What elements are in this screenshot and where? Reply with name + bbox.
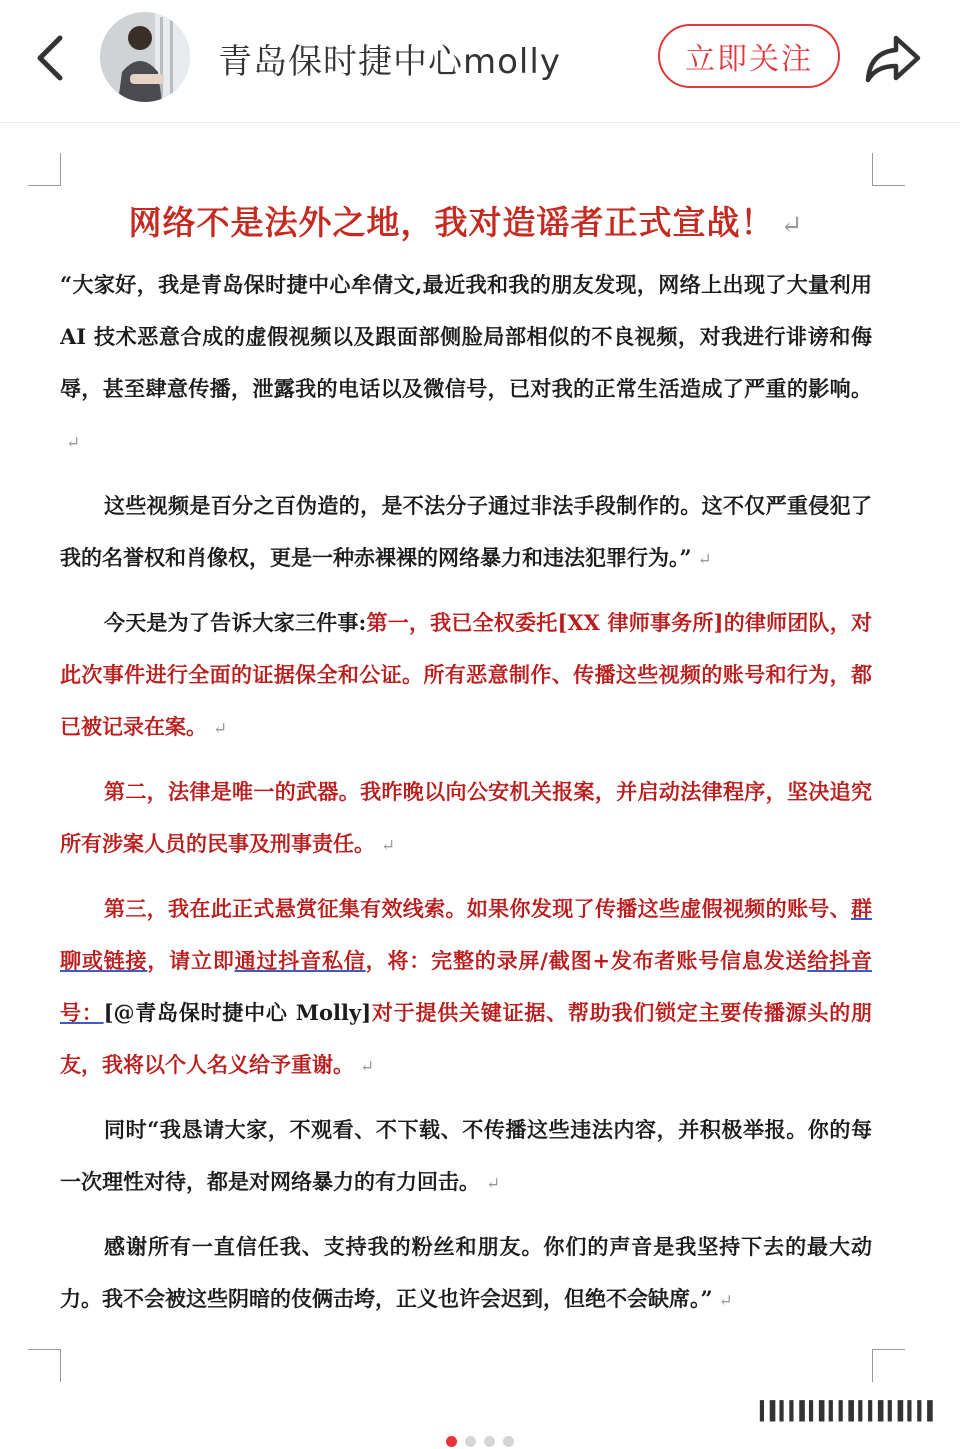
paragraph-1 [60, 259, 872, 468]
document-body [60, 259, 872, 1338]
avatar[interactable] [100, 12, 190, 102]
paragraph-7 [60, 1221, 872, 1326]
paragraph-5-h: 对于提供关键证据、帮助我们锁定主要传播源头的朋友，我将以个人名义给予重谢。 [60, 1000, 873, 1077]
paragraph-2 [60, 480, 872, 585]
page-corner-mark [872, 153, 905, 186]
paragraph-5-e: ，将：完整的录屏/截图+发布者账号信息发送 [365, 948, 808, 973]
paragraph-mark-icon: ↵ [66, 432, 81, 452]
document-title-text: 网络不是法外之地，我对造谣者正式宣战！ [128, 203, 775, 242]
carousel-indicator [446, 1436, 514, 1447]
follow-button[interactable]: 立即关注 [658, 24, 840, 88]
share-arrow-icon[interactable] [862, 30, 924, 86]
account-name[interactable]: 青岛保时捷中心molly [218, 42, 561, 82]
document-title [60, 197, 872, 244]
paragraph-mark-icon: ↵ [697, 549, 712, 569]
paragraph-mark-icon: ↵ [213, 718, 228, 738]
top-app-bar [0, 0, 960, 123]
page-corner-mark [872, 1349, 905, 1382]
paragraph-3 [60, 597, 872, 754]
paragraph-mark-icon: ↵ [780, 210, 804, 241]
ruler-marks-icon: ▍▌▍▍▌▍▌▍▍▌▍▍▌▍▌▍▍▌ [760, 1401, 938, 1422]
page-corner-mark [28, 1349, 61, 1382]
paragraph-mark-icon: ↵ [360, 1056, 375, 1076]
paragraph-mark-icon: ↵ [486, 1173, 501, 1193]
paragraph-5-link-group: 群聊或链接 [60, 896, 872, 973]
document-page-image[interactable] [0, 123, 960, 1423]
paragraph-5-c: ，请立即 [147, 948, 235, 973]
paragraph-6 [60, 1104, 872, 1209]
paragraph-5-link-douyin: 给抖音号： [60, 948, 873, 1025]
paragraph-mark-icon: ↵ [381, 835, 396, 855]
paragraph-5-link-dm: 通过抖音私信 [234, 948, 366, 973]
paragraph-4-text: 第二，法律是唯一的武器。我昨晚以向公安机关报案，并启动法律程序，坚决追究所有涉案人员的民事及刑事责任。 [60, 779, 872, 856]
avatar-photo-icon [100, 12, 190, 102]
paragraph-1-text: “大家好，我是青岛保时捷中心牟倩文,最近我和我的朋友发现，网络上出现了大量利用 AI 技术恶意合成的虚假视频以及跟面部侧脸局部相似的不良视频，对我进行诽谤和侮辱，甚至肆意传播，泄露我的电话以及微信号，已对我的正常生活造成了严重的影响。 [60, 272, 872, 401]
paragraph-5-handle: [@青岛保时捷中心 Molly] [103, 1000, 372, 1025]
paragraph-5-a: 第三，我在此正式悬赏征集有效线索。如果你发现了传播这些虚假视频的账号、 [104, 896, 851, 921]
paragraph-3-lead: 今天是为了告诉大家三件事: [104, 610, 367, 635]
paragraph-3-red: 第一，我已全权委托[XX 律师事务所]的律师团队，对此次事件进行全面的证据保全和公证。所有恶意制作、传播这些视频的账号和行为，都已被记录在案。 [60, 610, 872, 739]
paragraph-7-text: 感谢所有一直信任我、支持我的粉丝和朋友。你们的声音是我坚持下去的最大动力。我不会被这些阴暗的伎俩击垮，正义也许会迟到，但绝不会缺席。” [60, 1234, 872, 1311]
page-corner-mark [28, 153, 61, 186]
paragraph-4 [60, 766, 872, 871]
paragraph-mark-icon: ↵ [718, 1290, 733, 1310]
back-arrow-icon[interactable] [28, 30, 74, 86]
carousel-dot[interactable] [465, 1436, 476, 1447]
carousel-dot[interactable] [503, 1436, 514, 1447]
paragraph-6-text: 同时“我恳请大家，不观看、不下载、不传播这些违法内容，并积极举报。你的每一次理性对待，都是对网络暴力的有力回击。 [60, 1117, 872, 1194]
paragraph-5 [60, 883, 872, 1092]
carousel-dot[interactable] [484, 1436, 495, 1447]
paragraph-2-text: 这些视频是百分之百伪造的，是不法分子通过非法手段制作的。这不仅严重侵犯了我的名誉权和肖像权，更是一种赤裸裸的网络暴力和违法犯罪行为。” [60, 493, 872, 570]
carousel-dot[interactable] [446, 1436, 457, 1447]
